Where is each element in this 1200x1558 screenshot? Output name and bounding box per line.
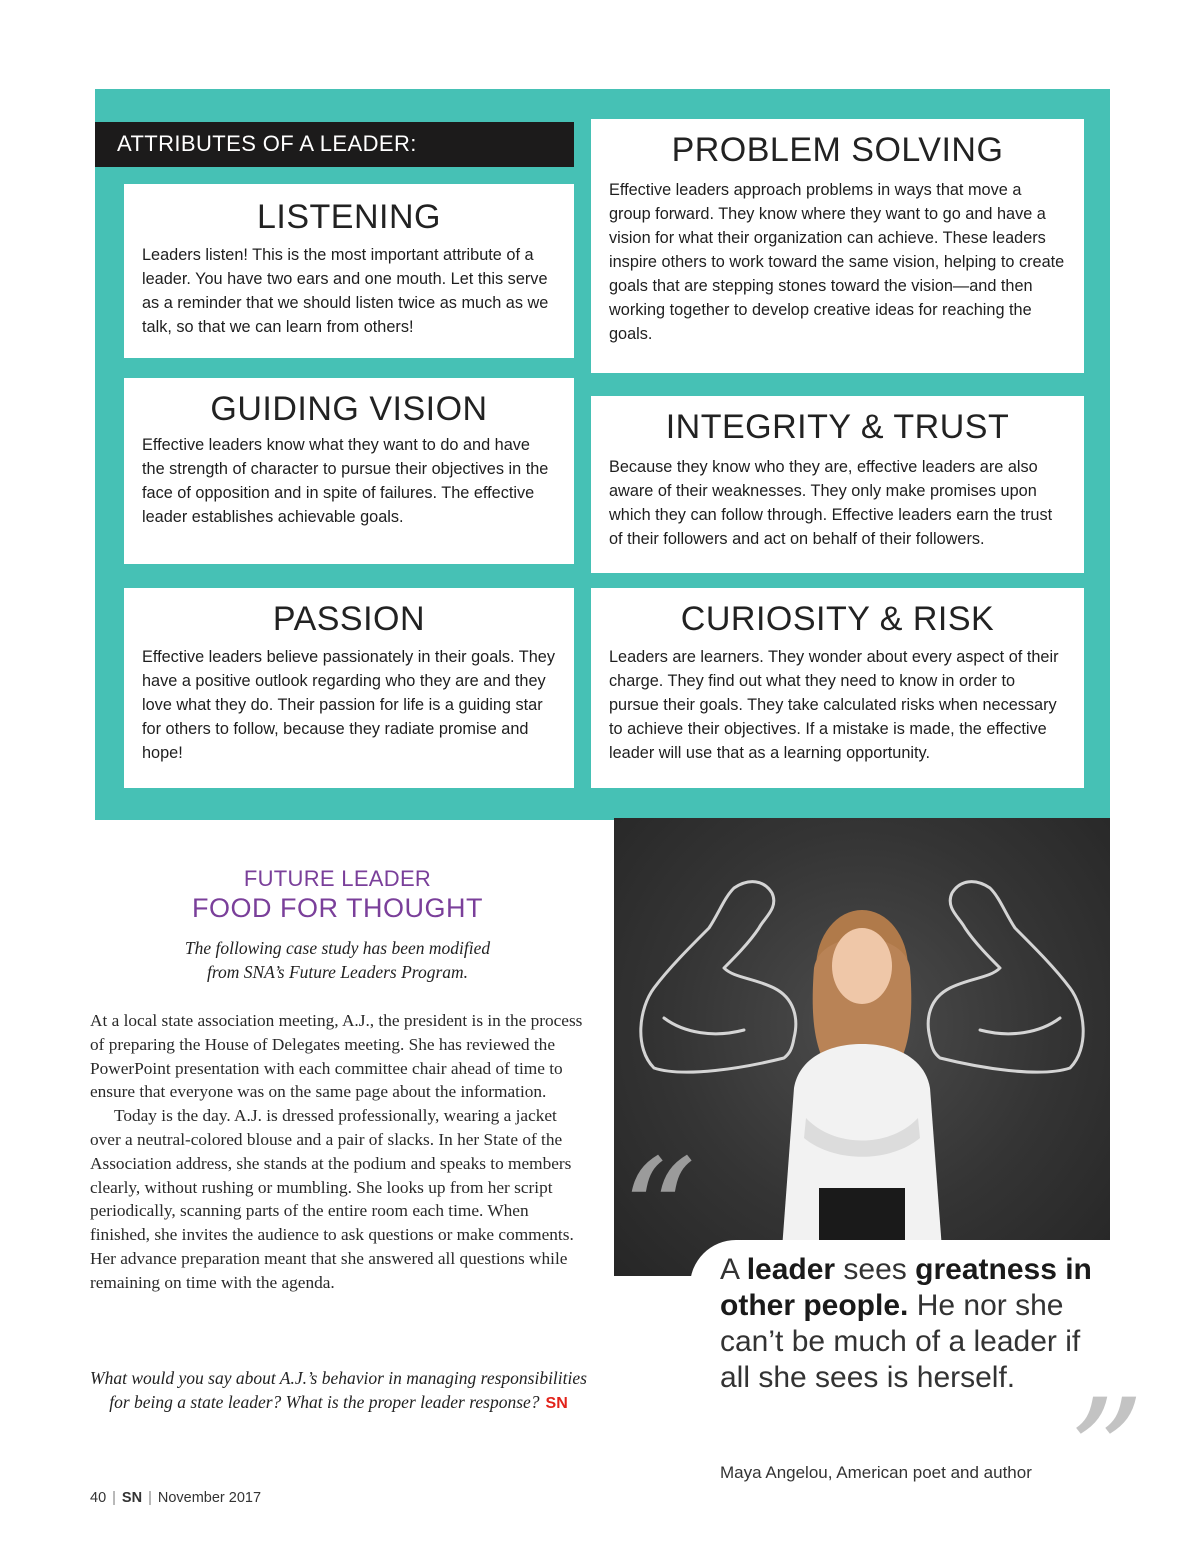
- article-kicker: FUTURE LEADER: [243, 866, 432, 891]
- card-text: Because they know who they are, effective leaders are also aware of their weaknesses. They only make promises upon which they can follow through. Effective leaders earn the trust of their followers and act on behalf of their followers.: [609, 458, 1053, 548]
- card-guiding-vision: [124, 378, 574, 564]
- page-footer: [90, 1490, 261, 1506]
- end-mark: SN: [545, 1395, 568, 1412]
- card-text: Effective leaders believe passionately in their goals. They have a positive outlook regarding who they are and they love what they do. Their passion for life is a guiding star for others to follow, because they radiate promise and hope!: [142, 648, 556, 762]
- card-title: PROBLEM SOLVING: [671, 131, 1004, 169]
- card-title: CURIOSITY & RISK: [680, 600, 995, 638]
- article-intro: [90, 936, 585, 984]
- open-quote-mark: “: [620, 1128, 697, 1302]
- body-paragraph: At a local state association meeting, A.J., the president is in the process of preparing the House of Delegates meeting. She has reviewed the PowerPoint presentation with each committee chair ahead of time to ensure that everyone was on the same page about the information.: [90, 1011, 583, 1102]
- card-integrity-trust: [591, 396, 1084, 573]
- article-headline: FOOD FOR THOUGHT: [192, 893, 483, 923]
- card-text: Effective leaders know what they want to do and have the strength of character to pursue their objectives in the face of opposition and in spite of failures. The effective leader establishes achievable goals.: [142, 436, 549, 526]
- card-passion: [124, 588, 574, 788]
- quote-bold: leader: [746, 1253, 836, 1286]
- quote-part: He nor she can’t be much of a leader if all she sees is herself.: [720, 1289, 1081, 1394]
- quote-attribution: Maya Angelou, American poet and author: [720, 1463, 1032, 1482]
- intro-line: from SNA’s Future Leaders Program.: [206, 962, 469, 982]
- card-title: GUIDING VISION: [210, 390, 488, 428]
- footer-separator: |: [112, 1490, 116, 1506]
- card-text: Leaders listen! This is the most important attribute of a leader. You have two ears and one mouth. Let this serve as a reminder that we should listen twice as much as we talk, so that we can learn from others!: [142, 246, 549, 336]
- card-curiosity-risk: [591, 588, 1084, 788]
- close-quote-mark: ”: [1068, 1368, 1145, 1542]
- magazine-name: SN: [121, 1490, 143, 1506]
- quote-part: A: [720, 1253, 747, 1286]
- card-listening: [124, 184, 574, 358]
- article-question: [90, 1366, 587, 1416]
- card-problem-solving: [591, 119, 1084, 373]
- question-text: What would you say about A.J.’s behavior in managing responsibilities for being a state leader? What is the proper leader response?: [90, 1368, 587, 1412]
- card-title: LISTENING: [257, 198, 441, 236]
- card-title: INTEGRITY & TRUST: [665, 408, 1010, 446]
- intro-line: The following case study has been modified: [184, 938, 491, 958]
- pull-quote: [720, 1252, 1095, 1396]
- card-text: Leaders are learners. They wonder about every aspect of their charge. They find out what they need to know in order to pursue their goals. They take calculated risks when necessary to achieve their objectives. If a mistake is made, the effective leader will use that as a learning opportunity.: [609, 648, 1059, 762]
- page-number: 40: [90, 1490, 107, 1506]
- quote-bold: greatness in other people.: [720, 1253, 1092, 1322]
- attributes-header: ATTRIBUTES OF A LEADER:: [95, 122, 574, 167]
- footer-separator: |: [148, 1490, 152, 1506]
- quote-part: sees: [835, 1253, 916, 1286]
- issue-date: November 2017: [157, 1490, 262, 1506]
- card-title: PASSION: [272, 600, 426, 638]
- card-text: Effective leaders approach problems in ways that move a group forward. They know where they want to go and have a vision for what their organization can achieve. These leaders inspire others to work toward the same vision, helping to create goals that are stepping stones toward the vision—and then working together to develop creative ideas for reaching the goals.: [609, 181, 1065, 343]
- body-paragraph: Today is the day. A.J. is dressed professionally, wearing a jacket over a neutral-colored blouse and a pair of slacks. In her State of the Association address, she stands at the podium and speaks to members clearly, without rushing or mumbling. She looks up from her script periodically, scanning parts of the entire room each time. When finished, she invites the audience to ask questions or make comments. Her advance preparation meant that she answered all questions while remaining on time with the agenda.: [90, 1106, 574, 1292]
- article-body: [90, 1009, 587, 1295]
